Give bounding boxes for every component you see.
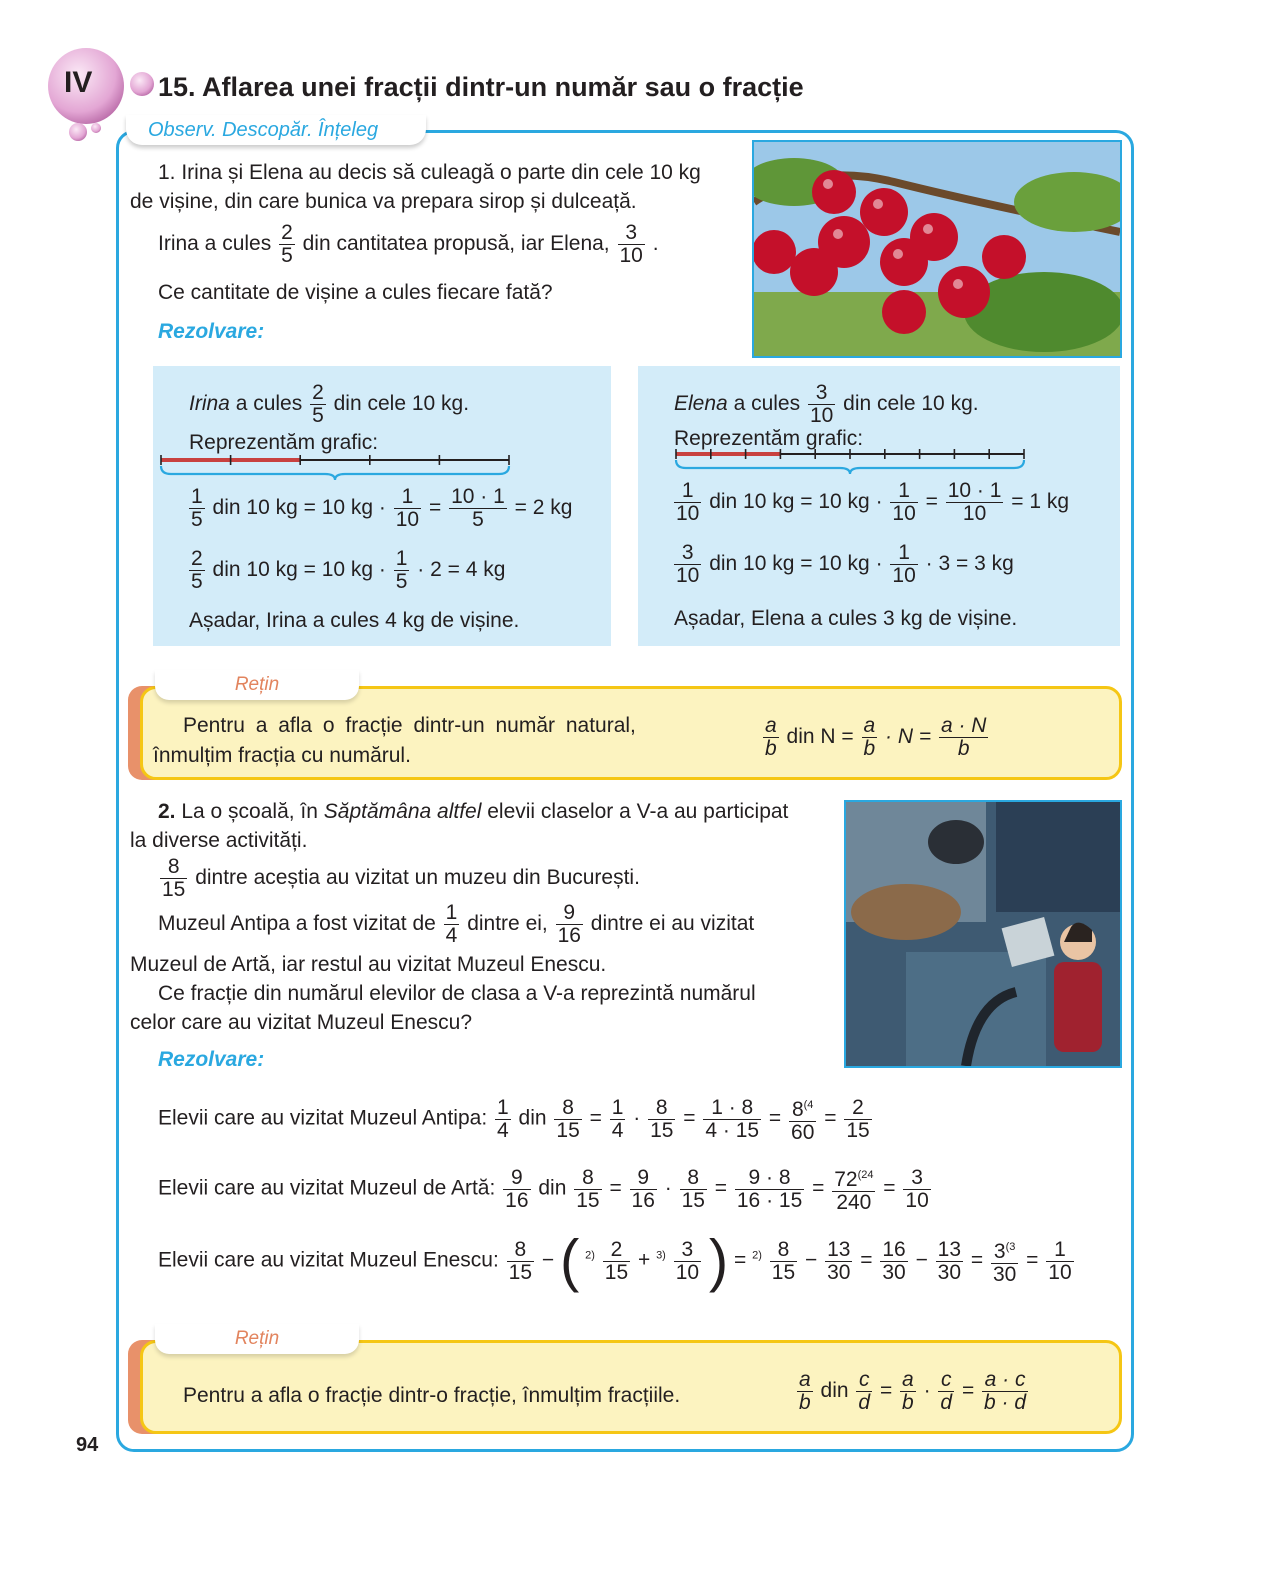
elena-intro: Elena a cules $\frac{3}{10}$ din cele 10 kg. (674, 381, 979, 427)
fraction: $\frac{2}{5}$ (312, 381, 324, 427)
retin2-text: Pentru a afla o fracție dintr-o fracție, înmulțim fracțiile. (183, 1384, 681, 1407)
elena-solution-box (638, 366, 1120, 646)
irina-solution-box (153, 366, 611, 646)
arta-equation: Elevii care au vizitat Muzeul de Artă: $\frac{9}{16}$ din $\frac{8}{15}$ = $\frac{9}{16}$ · $\frac{8}{15}$ = $\frac{9 \cdot 8}{16 \cdot 15}$ = $\frac{72^{(24}}{240}$ = $\frac{3}{10}$ (158, 1165, 929, 1214)
problem2-line4: Muzeul Antipa a fost vizitat de $\frac{1}{4}$ dintre ei, $\frac{9}{16}$ dintre ei au vizitat (158, 901, 755, 947)
problem1-fractions-line: Irina a cules $\frac{2}{5}$ din cantitatea propusă, iar Elena, $\frac{3}{10}$ . (158, 221, 659, 267)
retin-box-2 (140, 1340, 1122, 1434)
retin-box-1 (140, 686, 1122, 780)
fraction: $\frac{3}{10}$ (619, 221, 643, 267)
brace (161, 466, 509, 480)
fraction: $\frac{2}{5}$ (281, 221, 293, 267)
elena-eq1: $\frac{1}{10}$ din 10 kg = 10 kg · $\frac{1}{10}$ = $\frac{10 \cdot 1}{10}$ = 1 kg (676, 479, 1070, 525)
retin1-line2: înmulțim fracția cu numărul. (153, 744, 411, 767)
problem1-question: Ce cantitate de vișine a cules fiecare fată? (158, 281, 553, 304)
problem1-line1: 1. Irina și Elena au decis să culeagă o parte din cele 10 kg (158, 161, 701, 184)
irina-graph-label: Reprezentăm grafic: (189, 431, 379, 454)
lesson-title: 15. Aflarea unei fracții dintr-un număr sau o fracție (158, 72, 804, 102)
fraction: $\frac{3}{10}$ (809, 381, 834, 427)
section-tab (126, 115, 426, 145)
problem2-line2: la diverse activități. (130, 829, 308, 852)
retin1-formula: $\frac{a}{b}$ din N = $\frac{a}{b}$ · N = $\frac{a \cdot N}{b}$ (765, 714, 987, 760)
irina-intro: Irina a cules $\frac{2}{5}$ din cele 10 kg. (189, 381, 470, 427)
problem2-line5: Muzeul de Artă, iar restul au vizitat Muzeul Enescu. (130, 953, 607, 976)
irina-conclusion: Așadar, Irina a cules 4 kg de vișine. (189, 609, 520, 632)
retin-tab-1: Rețin (155, 670, 359, 700)
museum-photo (844, 800, 1122, 1068)
irina-segment-graph (157, 452, 513, 482)
retin-tab-2: Rețin (155, 1324, 359, 1354)
section-tab-label: Observ. Descopăr. Înțeleg (148, 119, 379, 141)
problem1-line2: de vișine, din care bunica va prepara sirop și dulceață. (130, 190, 637, 213)
irina-eq1: $\frac{1}{5}$ din 10 kg = 10 kg · $\frac{1}{10}$ = $\frac{10 \cdot 1}{5}$ = 2 kg (191, 485, 573, 531)
unit-badge: IV (64, 66, 93, 99)
retin1-line1: Pentru a afla o fracție dintr-un număr natural, (183, 714, 636, 737)
elena-graph-label: Reprezentăm grafic: (674, 427, 864, 450)
problem2-line1: 2. La o școală, în Săptămâna altfel elevii claselor a V-a au participat (158, 800, 789, 823)
cherries-photo (752, 140, 1122, 358)
irina-eq2: $\frac{2}{5}$ din 10 kg = 10 kg · $\frac{1}{5}$ · 2 = 4 kg (191, 547, 506, 593)
elena-conclusion: Așadar, Elena a cules 3 kg de vișine. (674, 607, 1018, 630)
problem2-line3: $\frac{8}{15}$ dintre aceștia au vizitat un muzeu din București. (162, 855, 640, 901)
enescu-equation: Elevii care au vizitat Muzeul Enescu: $\frac{8}{15}$ − ( $^{2)}$ $\frac{2}{15}$ + $^{3)}$ $\frac{3}{10}$ ) = $^{2)}$ $\frac{8}{15}$ − $\frac{13}{30}$ = $\frac{16}{30}$ − $\frac{13}{30}$ = $\frac{3^{(3}}{30}$ = $\frac{1}{10}$ (158, 1228, 1072, 1294)
brace (676, 460, 1024, 474)
elena-segment-graph (672, 446, 1028, 476)
rezolvare-heading-2: Rezolvare: (158, 1048, 265, 1071)
antipa-equation: Elevii care au vizitat Muzeul Antipa: $\frac{1}{4}$ din $\frac{8}{15}$ = $\frac{1}{4}$ · $\frac{8}{15}$ = $\frac{1 \cdot 8}{4 \cdot 15}$ = $\frac{8^{(4}}{60}$ = $\frac{2}{15}$ (158, 1095, 870, 1144)
retin2-formula: $\frac{a}{b}$ din $\frac{c}{d}$ = $\frac{a}{b}$ · $\frac{c}{d}$ = $\frac{a \cdot c}{b \cdot d}$ (799, 1368, 1027, 1414)
page-number: 94 (76, 1434, 99, 1456)
rezolvare-heading: Rezolvare: (158, 320, 265, 343)
problem2-line7: celor care au vizitat Muzeul Enescu? (130, 1011, 472, 1034)
problem2-line6: Ce fracție din numărul elevilor de clasa a V-a reprezintă numărul (158, 982, 756, 1005)
elena-eq2: $\frac{3}{10}$ din 10 kg = 10 kg · $\frac{1}{10}$ · 3 = 3 kg (676, 541, 1014, 587)
